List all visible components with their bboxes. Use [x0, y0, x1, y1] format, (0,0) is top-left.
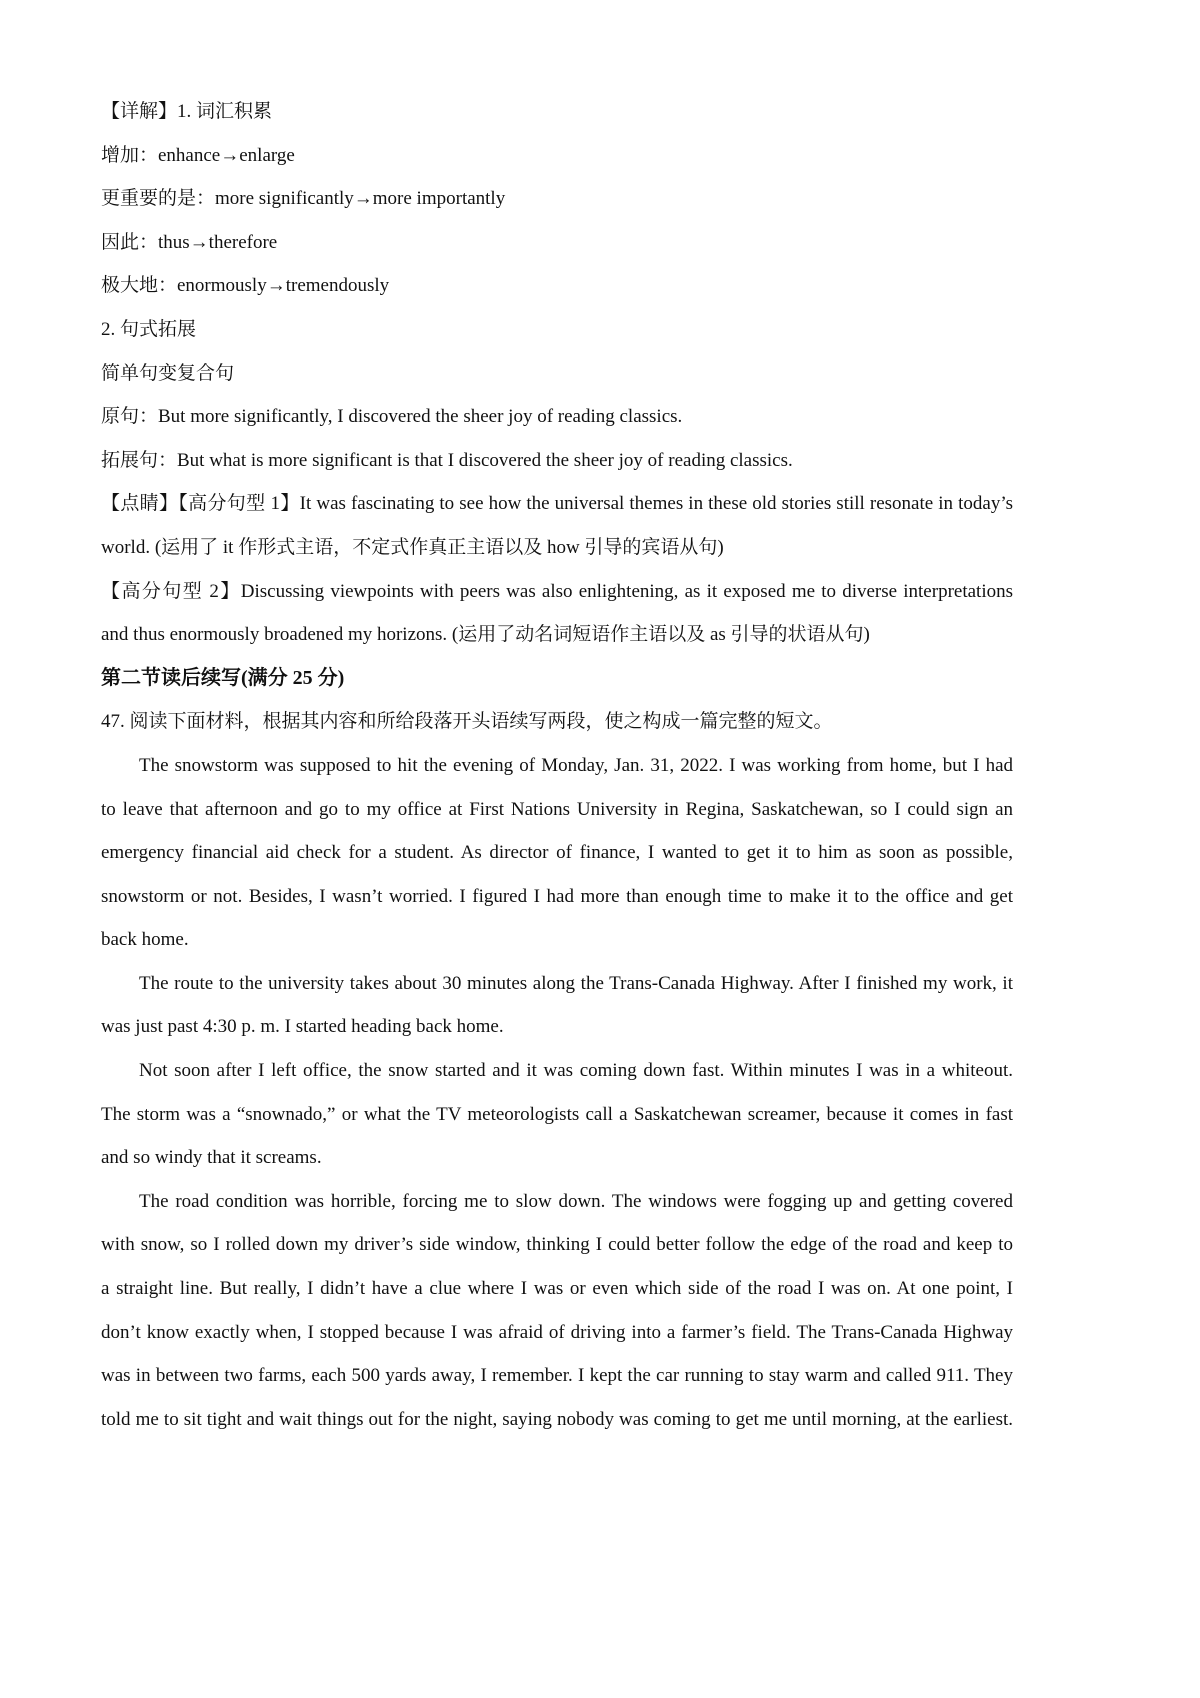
document-page: [101, 90, 1013, 1441]
vocab-item: 更重要的是：more significantly→more importantly: [101, 188, 506, 210]
expanded-sentence: 拓展句：But what is more significant is that I discovered the sheer joy of reading classics.: [101, 449, 793, 471]
passage-line: don’t know exactly when, I stopped because I was afraid of driving into a farmer’s field. The Trans-Canada Highway: [101, 1321, 1013, 1343]
section-heading: 【详解】1. 词汇积累: [101, 101, 273, 122]
passage-line: emergency financial aid check for a student. As director of finance, I wanted to get it to him as soon as possible,: [101, 842, 1013, 864]
passage-line: Not soon after I left office, the snow started and it was coming down fast. Within minutes I was in a whiteout.: [139, 1060, 1013, 1082]
highlight-sentence-2-note: and thus enormously broadened my horizons. (运用了动名词短语作主语以及 as 引导的状语从句): [101, 624, 870, 646]
passage-line: The snowstorm was supposed to hit the evening of Monday, Jan. 31, 2022. I was working from home, but I had: [139, 754, 1013, 776]
passage-line: a straight line. But really, I didn’t have a clue where I was or even which side of the road I was on. At one point, I: [101, 1278, 1013, 1300]
passage-line: The road condition was horrible, forcing me to slow down. The windows were fogging up and getting covered: [139, 1190, 1013, 1212]
highlight-sentence-1: 【点睛】【高分句型 1】It was fascinating to see how the universal themes in these old stories still resonate in today’s: [101, 493, 1013, 515]
vocab-item: 极大地：enormously→tremendously: [101, 275, 390, 297]
passage-line: told me to sit tight and wait things out for the night, saying nobody was coming to get me until morning, at the earliest.: [101, 1408, 1013, 1430]
part-title: 第二节读后续写(满分 25 分): [101, 666, 345, 689]
section-heading: 2. 句式拓展: [101, 318, 197, 340]
highlight-sentence-1-note: world. (运用了 it 作形式主语，不定式作真正主语以及 how 引导的宾语从句): [101, 536, 724, 558]
passage-line: to leave that afternoon and go to my office at First Nations University in Regina, Saskatchewan, so I could sign an: [101, 798, 1013, 820]
passage-line: The storm was a “snownado,” or what the TV meteorologists call a Saskatchewan screamer, because it comes in fast: [101, 1103, 1013, 1125]
passage-line: and so windy that it screams.: [101, 1147, 322, 1169]
passage-line: The route to the university takes about 30 minutes along the Trans-Canada Highway. After I finished my work, it: [139, 972, 1013, 994]
vocab-item: 因此：thus→therefore: [101, 231, 278, 253]
text-line: 简单句变复合句: [101, 362, 235, 384]
passage-line: was just past 4:30 p. m. I started heading back home.: [101, 1016, 504, 1038]
passage-line: was in between two farms, each 500 yards away, I remember. I kept the car running to stay warm and called 911. They: [101, 1365, 1013, 1387]
original-sentence: 原句：But more significantly, I discovered the sheer joy of reading classics.: [101, 406, 683, 428]
highlight-sentence-2: 【高分句型 2】Discussing viewpoints with peers was also enlightening, as it exposed me to diverse interpretations: [101, 580, 1013, 602]
passage-line: back home.: [101, 929, 189, 951]
passage-line: snowstorm or not. Besides, I wasn’t worried. I figured I had more than enough time to make it to the office and get: [101, 885, 1013, 907]
question-prompt: 47. 阅读下面材料，根据其内容和所给段落开头语续写两段，使之构成一篇完整的短文。: [101, 711, 833, 733]
passage-line: with snow, so I rolled down my driver’s side window, thinking I could better follow the edge of the road and keep to: [101, 1234, 1013, 1256]
vocab-item: 增加：enhance→enlarge: [101, 144, 295, 166]
